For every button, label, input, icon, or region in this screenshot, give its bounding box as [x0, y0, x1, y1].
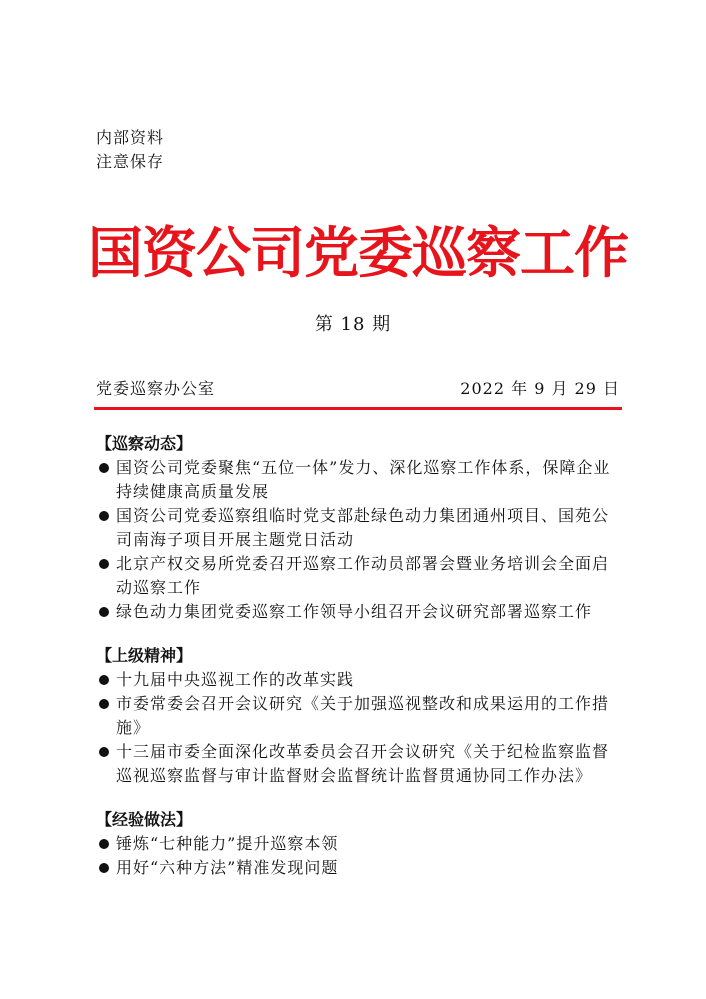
section-higher-guidance [96, 644, 622, 788]
bullet-icon [99, 559, 109, 569]
section-experience [96, 808, 622, 880]
contents [96, 432, 622, 900]
bullet-icon [99, 511, 109, 521]
item-text: 市委常委会召开会议研究《关于加强巡视整改和成果运用的工作措施》 [116, 694, 610, 737]
item-text: 锤炼“七种能力”提升巡察本领 [116, 834, 339, 853]
bullet-icon [99, 699, 109, 709]
list-item [96, 668, 622, 692]
red-divider [94, 407, 622, 410]
meta-row [96, 376, 620, 399]
notice-line-keep: 注意保存 [96, 152, 165, 171]
item-text: 北京产权交易所党委召开巡察工作动员部署会暨业务培训会全面启动巡察工作 [116, 554, 610, 597]
item-list [96, 668, 622, 788]
bullet-icon [99, 463, 109, 473]
publish-date: 2022 年 9 月 29 日 [460, 379, 620, 398]
list-item [96, 740, 622, 788]
item-text: 国资公司党委巡察组临时党支部赴绿色动力集团通州项目、国苑公司南海子项目开展主题党日活动 [116, 506, 610, 549]
list-item [96, 552, 622, 600]
section-title: 【经验做法】 [96, 810, 193, 829]
item-text: 十三届市委全面深化改革委员会召开会议研究《关于纪检监察监督巡视巡察监督与审计监督财会监督统计监督贯通协同工作办法》 [116, 742, 610, 785]
section-title: 【上级精神】 [96, 646, 193, 665]
issue-number: 第 18 期 [314, 314, 392, 335]
bullet-icon [99, 839, 109, 849]
section-title: 【巡察动态】 [96, 434, 193, 453]
list-item [96, 692, 622, 740]
bullet-icon [99, 863, 109, 873]
item-text: 绿色动力集团党委巡察工作领导小组召开会议研究部署巡察工作 [116, 602, 593, 621]
masthead-title: 国资公司党委巡察工作 [88, 220, 629, 285]
publisher: 党委巡察办公室 [96, 379, 216, 398]
section-inspection-news [96, 432, 622, 624]
list-item [96, 456, 622, 504]
item-list [96, 832, 622, 880]
bullet-icon [99, 607, 109, 617]
list-item [96, 504, 622, 552]
bullet-icon [99, 747, 109, 757]
list-item [96, 856, 622, 880]
list-item [96, 832, 622, 856]
item-list [96, 456, 622, 624]
bullet-icon [99, 675, 109, 685]
item-text: 用好“六种方法”精准发现问题 [116, 858, 339, 877]
item-text: 十九届中央巡视工作的改革实践 [116, 670, 355, 689]
confidentiality-notice [96, 126, 164, 174]
list-item [96, 600, 622, 624]
notice-line-internal: 内部资料 [96, 128, 165, 147]
item-text: 国资公司党委聚焦“五位一体”发力、深化巡察工作体系，保障企业持续健康高质量发展 [116, 458, 611, 501]
